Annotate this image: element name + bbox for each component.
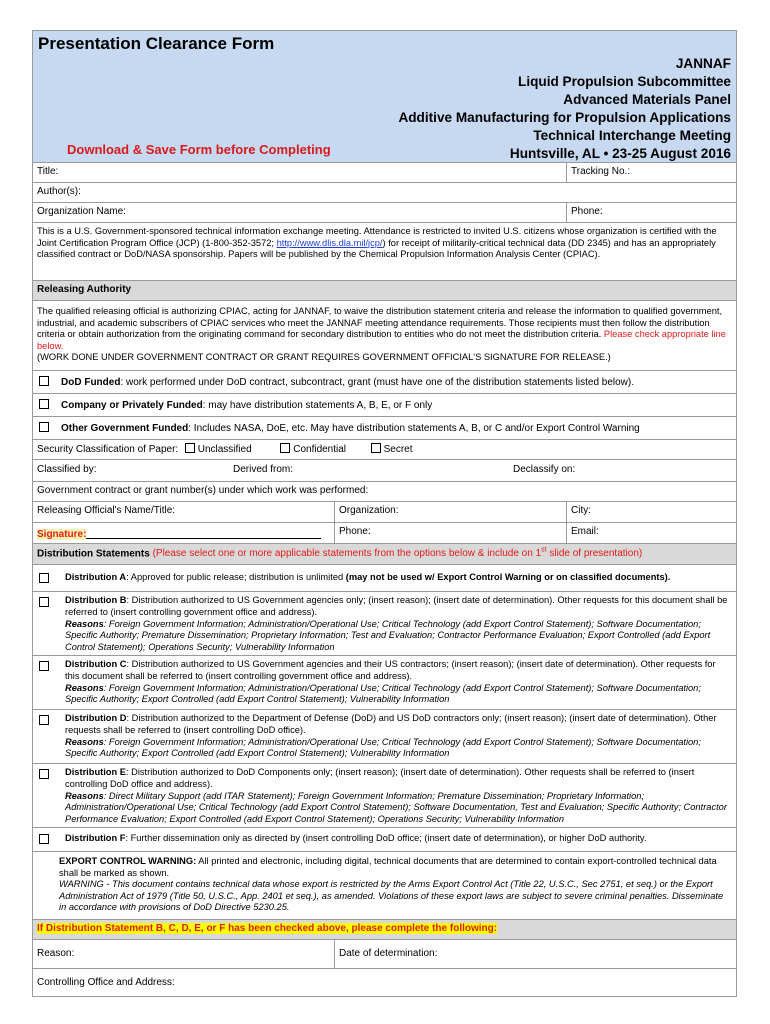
declassify-on-field[interactable]: Declassify on: <box>513 464 576 475</box>
export-warning-text: All printed and electronic, including digital, technical documents that are determined to contain export-controlled technical data shall be marked as shown. <box>59 856 717 878</box>
check-line-note: Please check appropriate line below. <box>37 329 726 351</box>
form-header <box>33 31 736 162</box>
export-warning-row <box>33 851 736 919</box>
dod-funded-checkbox[interactable] <box>39 376 49 386</box>
releasing-text: The qualified releasing official is authorizing CPIAC, acting for JANNAF, to waive the distribution statement criteria and release the information to qualified government, industrial, and academic subscribers of CPIAC services who meet the JANNAF meeting attendance requirements. Those recipients must then follow the distribution criteria or obtain authorization from the originating command for secondary distribution to entities who do not meet the distribution criteria. <box>37 306 723 340</box>
distribution-c-text: Distribution C: Distribution authorized to US Government agencies and their US contractors; (insert reason); (insert date of determination). Other requests for this document shall be referred to (insert controlling government office and address). Reasons: Foreign Government Information; Administration/Operational Use; Critical Technology (add Export Control Statement); Software Documentation; Specific Authority; Export Controlled (add Export Control Statement); Vulnerability Information <box>65 659 716 705</box>
title-row <box>33 162 736 182</box>
distribution-e-row <box>33 763 736 827</box>
intro-text-end: ) for receipt of militarily-critical technical data (DD 2345) and has an appropriately classified contract or DoD/NASA sponsorship. Papers will be published by the Chemical Propulsion Information Analysis Center (CPIAC). <box>37 237 716 260</box>
distribution-heading <box>33 544 736 564</box>
other-gov-funded-label: Other Government Funded <box>61 423 189 434</box>
distribution-heading-label: Distribution Statements <box>37 548 150 560</box>
authors-row <box>33 182 736 202</box>
funding-other-row <box>33 416 736 439</box>
distribution-b-row <box>33 591 736 655</box>
classified-row <box>33 459 736 481</box>
signature-label: Signature: <box>37 529 87 540</box>
unclassified-checkbox[interactable] <box>185 443 195 453</box>
reason-row <box>33 939 736 968</box>
dod-funded-label: DoD Funded <box>61 377 121 388</box>
funding-dod-row <box>33 370 736 393</box>
secret-checkbox[interactable] <box>371 443 381 453</box>
releasing-row <box>33 300 736 370</box>
distribution-d-text: Distribution D: Distribution authorized to the Department of Defense (DoD) and US DoD contractors only; (insert reason); (insert date of determination). Other requests shall be referred to (insert controlling DoD office). Reasons: Foreign Government Information; Administration/Operational Use; Critical Technology (add Export Control Statement); Software Documentation; Specific Authority; Export Controlled (add Export Control Statement); Vulnerability Information <box>65 713 717 759</box>
form-title: Presentation Clearance Form <box>38 34 275 53</box>
controlling-office-field[interactable]: Controlling Office and Address: <box>37 977 175 988</box>
distribution-e-checkbox[interactable] <box>39 769 49 779</box>
dod-funded-desc: : work performed under DoD contract, subcontract, grant (must have one of the distribution statements listed below). <box>120 377 635 388</box>
unclassified-label: Unclassified <box>197 444 252 455</box>
intro-paragraph <box>33 223 736 264</box>
official-org-field[interactable]: Organization: <box>334 502 566 522</box>
releasing-heading-row <box>33 280 736 300</box>
distribution-a-checkbox[interactable] <box>39 573 49 583</box>
confidential-label: Confidential <box>293 444 347 455</box>
distribution-e-text: Distribution E: Distribution authorized to DoD Components only; (insert reason); (insert date of determination). Other requests shall be referred to (insert controlling DoD office and address). Reasons: Direct Military Support (add ITAR Statement); Foreign Government Information; Premature Dissemination; Proprietary Information; Administration/Operational Use; Critical Technology (add Export Control Statement); Software Documentation, Test and Evaluation; Specific Authority; Contractor Performance Evaluation; Export Controlled (add Export Control Statement); Operations Security; Vulnerability Information <box>65 767 727 825</box>
releasing-heading: Releasing Authority <box>37 284 132 295</box>
bullet-separator: • <box>603 146 609 161</box>
secret-label: Secret <box>383 444 413 455</box>
derived-from-field[interactable]: Derived from: <box>233 464 294 475</box>
intro-row <box>33 222 736 280</box>
phone-field[interactable]: Phone: <box>566 203 736 222</box>
distribution-d-row <box>33 709 736 763</box>
title-field[interactable]: Title: <box>37 166 59 177</box>
distribution-c-row <box>33 655 736 709</box>
date-of-determination-field[interactable]: Date of determination: <box>334 940 736 968</box>
distribution-heading-note: (Please select one or more applicable statements from the options below & include on 1st slide of presentation) <box>152 547 643 560</box>
org-name: JANNAF <box>675 56 731 71</box>
distribution-a-row <box>33 564 736 591</box>
distribution-b-text: Distribution B: Distribution authorized to US Government agencies only; (insert reason); (insert date of determination). Other requests for this document shall be referred to (insert controlling government office and address). Reasons: Foreign Government Information; Administration/Operational Use; Critical Technology (add Export Control Statement); Software Documentation; Specific Authority; Premature Dissemination; Proprietary Information; Test and Evaluation; Contractor Performance Evaluation; Export Controlled (add Export Control Statement); Operations Security; Vulnerability Information <box>65 595 728 653</box>
signature-row <box>33 522 736 543</box>
official-phone-field[interactable]: Phone: <box>334 523 566 543</box>
distribution-d-checkbox[interactable] <box>39 715 49 725</box>
distribution-heading-row <box>33 543 736 564</box>
distribution-f-text: Distribution F: Further dissemination only as directed by (insert controlling DoD office; (insert date of determination), or higher DoD authority. <box>65 833 647 843</box>
private-funded-checkbox[interactable] <box>39 399 49 409</box>
org-name-field[interactable]: Organization Name: <box>37 206 126 217</box>
meeting-dates: 23-25 August 2016 <box>612 146 731 161</box>
releasing-paragraph <box>33 301 736 367</box>
signature-cell <box>33 523 334 543</box>
private-funded-desc: : may have distribution statements A, B, E, or F only <box>202 400 433 411</box>
authors-field[interactable]: Author(s): <box>37 186 81 197</box>
jcp-link[interactable]: http://www.dlis.dla.mil/jcp/ <box>276 237 383 248</box>
signature-line[interactable] <box>86 528 321 539</box>
contract-number-field[interactable]: Government contract or grant number(s) under which work was performed: <box>37 485 369 496</box>
other-gov-funded-checkbox[interactable] <box>39 422 49 432</box>
reason-field[interactable]: Reason: <box>37 948 75 959</box>
tracking-field[interactable]: Tracking No.: <box>566 163 736 182</box>
confidential-checkbox[interactable] <box>280 443 290 453</box>
security-label: Security Classification of Paper: <box>37 444 179 455</box>
followup-heading-row <box>33 919 736 939</box>
official-row <box>33 501 736 522</box>
contract-row <box>33 481 736 501</box>
org-row <box>33 202 736 222</box>
meeting-location: Huntsville, AL <box>509 146 600 161</box>
official-name-field[interactable]: Releasing Official's Name/Title: <box>37 505 176 516</box>
distribution-f-row <box>33 827 736 851</box>
official-city-field[interactable]: City: <box>566 502 736 522</box>
funding-private-row <box>33 393 736 416</box>
distribution-a-text: Distribution A: Approved for public release; distribution is unlimited (may not be used w/ Export Control Warning or on classified documents). <box>65 572 671 582</box>
distribution-b-checkbox[interactable] <box>39 597 49 607</box>
classified-by-field[interactable]: Classified by: <box>37 464 97 475</box>
download-note: Download & Save Form before Completing <box>67 142 331 157</box>
official-email-field[interactable]: Email: <box>566 523 736 543</box>
meeting-location-dates <box>398 145 731 163</box>
export-warning-italic: WARNING - This document contains technical data whose export is restricted by the Arms Export Control Act (Title 22, U.S.C., Sec 2751, et seq.) or the Export Administration Act of 1979 (Title 50, U.S.C., App. 2401 et seq.), as amended. Violations of these export laws are subject to severe criminal penalties. Disseminate in accordance with provisions of DoD Directive 5230.25. <box>59 879 724 913</box>
security-row <box>33 439 736 459</box>
meeting-info <box>398 55 731 163</box>
subcommittee: Liquid Propulsion Subcommittee <box>518 74 731 89</box>
export-warning <box>33 852 736 916</box>
panel: Advanced Materials Panel <box>563 92 731 107</box>
office-row <box>33 968 736 996</box>
meeting-topic: Additive Manufacturing for Propulsion Applications <box>398 110 731 125</box>
meeting-type: Technical Interchange Meeting <box>533 128 731 143</box>
followup-heading: If Distribution Statement B, C, D, E, or F has been checked above, please complete the following: <box>37 923 498 934</box>
other-gov-funded-desc: : Includes NASA, DoE, etc. May have distribution statements A, B, or C and/or Export Control Warning <box>188 423 640 434</box>
distribution-f-checkbox[interactable] <box>39 834 49 844</box>
distribution-c-checkbox[interactable] <box>39 661 49 671</box>
clearance-form <box>32 30 737 997</box>
export-warning-label: EXPORT CONTROL WARNING: <box>59 856 197 866</box>
private-funded-label: Company or Privately Funded <box>61 400 203 411</box>
work-note: (WORK DONE UNDER GOVERNMENT CONTRACT OR GRANT REQUIRES GOVERNMENT OFFICIAL'S SIGNATURE FOR RELEASE.) <box>37 352 611 363</box>
intro-text-start: This is a U.S. Government-sponsored technical information exchange meeting. Attendance is restricted to invited U.S. citizens whose organization is certified with the Joint Certification Program Office (JCP) (1-800-352-3572; <box>37 226 717 248</box>
